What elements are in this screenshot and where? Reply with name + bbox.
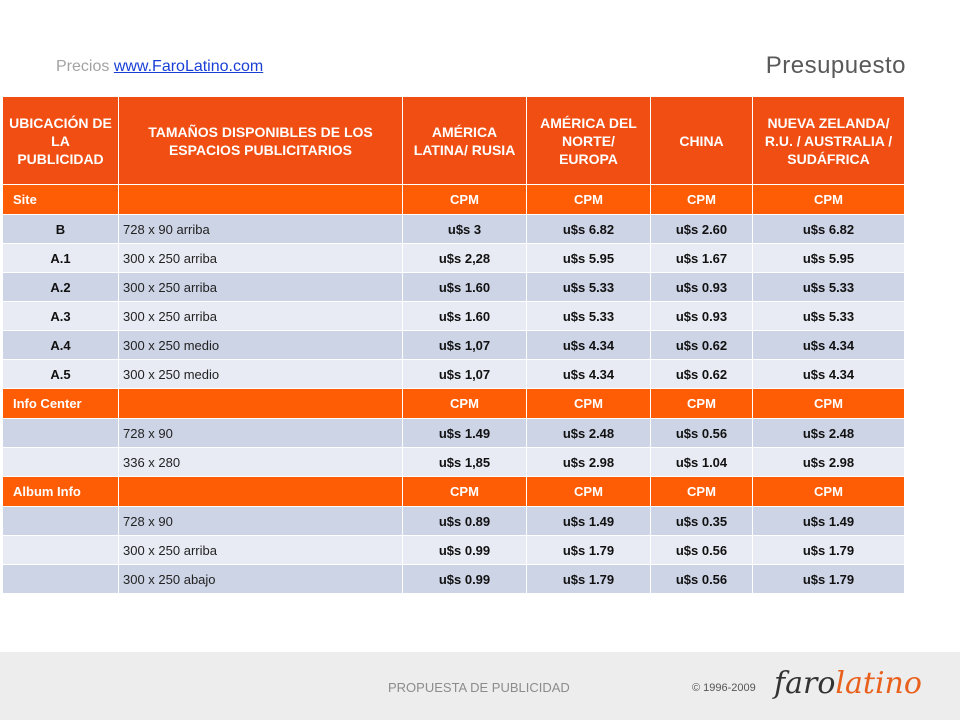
- table-row: [3, 215, 905, 244]
- price-latam: u$s 1,07: [403, 331, 527, 360]
- price-china: u$s 0.56: [651, 565, 753, 594]
- section-label: Album Info: [3, 477, 119, 507]
- col-header-latam: AMÉRICA LATINA/ RUSIA: [403, 97, 527, 185]
- placement-code: [3, 536, 119, 565]
- section-label: Site: [3, 185, 119, 215]
- section-spacer: [119, 477, 403, 507]
- page-title: Presupuesto: [765, 52, 906, 79]
- placement-code: [3, 448, 119, 477]
- price-norte-europa: u$s 2.98: [527, 448, 651, 477]
- price-norte-europa: u$s 2.48: [527, 419, 651, 448]
- ad-size: 300 x 250 arriba: [119, 302, 403, 331]
- col-header-ubicacion: UBICACIÓN DE LA PUBLICIDAD: [3, 97, 119, 185]
- price-latam: u$s 1,07: [403, 360, 527, 389]
- section-row: [3, 389, 905, 419]
- page-header: [56, 52, 906, 82]
- price-oceania: u$s 5.95: [753, 244, 905, 273]
- price-norte-europa: u$s 4.34: [527, 360, 651, 389]
- table-row: [3, 331, 905, 360]
- placement-code: [3, 507, 119, 536]
- price-china: u$s 1.67: [651, 244, 753, 273]
- section-label: Info Center: [3, 389, 119, 419]
- price-latam: u$s 1.60: [403, 302, 527, 331]
- price-norte-europa: u$s 4.34: [527, 331, 651, 360]
- price-oceania: u$s 1.79: [753, 536, 905, 565]
- placement-code: A.3: [3, 302, 119, 331]
- table-row: [3, 565, 905, 594]
- table-row: [3, 507, 905, 536]
- price-china: u$s 0.93: [651, 273, 753, 302]
- price-latam: u$s 2,28: [403, 244, 527, 273]
- footer-propuesta: PROPUESTA DE PUBLICIDAD: [388, 680, 570, 695]
- table-row: [3, 244, 905, 273]
- price-oceania: u$s 2.48: [753, 419, 905, 448]
- price-latam: u$s 1.49: [403, 419, 527, 448]
- placement-code: B: [3, 215, 119, 244]
- price-china: u$s 0.93: [651, 302, 753, 331]
- section-row: [3, 185, 905, 215]
- precios-line: [56, 58, 263, 76]
- table-header-row: [3, 97, 905, 185]
- price-china: u$s 0.62: [651, 360, 753, 389]
- section-spacer: [119, 185, 403, 215]
- price-oceania: u$s 2.98: [753, 448, 905, 477]
- price-china: u$s 0.56: [651, 419, 753, 448]
- table-row: [3, 536, 905, 565]
- table-row: [3, 273, 905, 302]
- price-china: u$s 1.04: [651, 448, 753, 477]
- section-row: [3, 477, 905, 507]
- price-latam: u$s 1,85: [403, 448, 527, 477]
- price-norte-europa: u$s 1.49: [527, 507, 651, 536]
- section-unit-oceania: CPM: [753, 185, 905, 215]
- section-unit-norte-europa: CPM: [527, 185, 651, 215]
- placement-code: [3, 565, 119, 594]
- price-oceania: u$s 5.33: [753, 273, 905, 302]
- footer-bar: [0, 652, 960, 720]
- price-norte-europa: u$s 5.95: [527, 244, 651, 273]
- section-unit-latam: CPM: [403, 389, 527, 419]
- price-norte-europa: u$s 6.82: [527, 215, 651, 244]
- section-unit-china: CPM: [651, 389, 753, 419]
- price-latam: u$s 0.99: [403, 536, 527, 565]
- ad-size: 300 x 250 medio: [119, 360, 403, 389]
- ad-size: 300 x 250 arriba: [119, 244, 403, 273]
- col-header-norte-europa: AMÉRICA DEL NORTE/ EUROPA: [527, 97, 651, 185]
- price-china: u$s 2.60: [651, 215, 753, 244]
- section-unit-china: CPM: [651, 477, 753, 507]
- price-oceania: u$s 1.79: [753, 565, 905, 594]
- table-row: [3, 302, 905, 331]
- price-norte-europa: u$s 5.33: [527, 273, 651, 302]
- price-latam: u$s 0.89: [403, 507, 527, 536]
- price-oceania: u$s 4.34: [753, 360, 905, 389]
- table-row: [3, 360, 905, 389]
- placement-code: A.2: [3, 273, 119, 302]
- section-unit-norte-europa: CPM: [527, 389, 651, 419]
- price-norte-europa: u$s 5.33: [527, 302, 651, 331]
- section-unit-latam: CPM: [403, 477, 527, 507]
- ad-size: 300 x 250 medio: [119, 331, 403, 360]
- farolatino-link[interactable]: www.FaroLatino.com: [113, 58, 264, 75]
- pricing-table: [2, 96, 905, 594]
- col-header-tamanos: TAMAÑOS DISPONIBLES DE LOS ESPACIOS PUBLICITARIOS: [119, 97, 403, 185]
- price-norte-europa: u$s 1.79: [527, 536, 651, 565]
- ad-size: 336 x 280: [119, 448, 403, 477]
- price-oceania: u$s 4.34: [753, 331, 905, 360]
- section-unit-china: CPM: [651, 185, 753, 215]
- placement-code: A.5: [3, 360, 119, 389]
- price-latam: u$s 1.60: [403, 273, 527, 302]
- section-unit-latam: CPM: [403, 185, 527, 215]
- logo-latino: latino: [835, 666, 922, 701]
- ad-size: 728 x 90: [119, 419, 403, 448]
- ad-size: 300 x 250 arriba: [119, 536, 403, 565]
- price-china: u$s 0.62: [651, 331, 753, 360]
- price-norte-europa: u$s 1.79: [527, 565, 651, 594]
- table-row: [3, 419, 905, 448]
- placement-code: A.1: [3, 244, 119, 273]
- section-unit-norte-europa: CPM: [527, 477, 651, 507]
- section-spacer: [119, 389, 403, 419]
- price-oceania: u$s 6.82: [753, 215, 905, 244]
- placement-code: [3, 419, 119, 448]
- precios-label: Precios: [56, 58, 110, 75]
- table-row: [3, 448, 905, 477]
- price-china: u$s 0.35: [651, 507, 753, 536]
- price-oceania: u$s 5.33: [753, 302, 905, 331]
- footer-copyright: © 1996-2009: [692, 682, 756, 694]
- price-china: u$s 0.56: [651, 536, 753, 565]
- price-oceania: u$s 1.49: [753, 507, 905, 536]
- section-unit-oceania: CPM: [753, 389, 905, 419]
- ad-size: 300 x 250 arriba: [119, 273, 403, 302]
- ad-size: 728 x 90 arriba: [119, 215, 403, 244]
- farolatino-logo: [774, 666, 922, 701]
- ad-size: 728 x 90: [119, 507, 403, 536]
- price-latam: u$s 0.99: [403, 565, 527, 594]
- col-header-oceania: NUEVA ZELANDA/ R.U. / AUSTRALIA / SUDÁFRICA: [753, 97, 905, 185]
- section-unit-oceania: CPM: [753, 477, 905, 507]
- ad-size: 300 x 250 abajo: [119, 565, 403, 594]
- logo-faro: faro: [774, 666, 836, 701]
- price-latam: u$s 3: [403, 215, 527, 244]
- col-header-china: CHINA: [651, 97, 753, 185]
- placement-code: A.4: [3, 331, 119, 360]
